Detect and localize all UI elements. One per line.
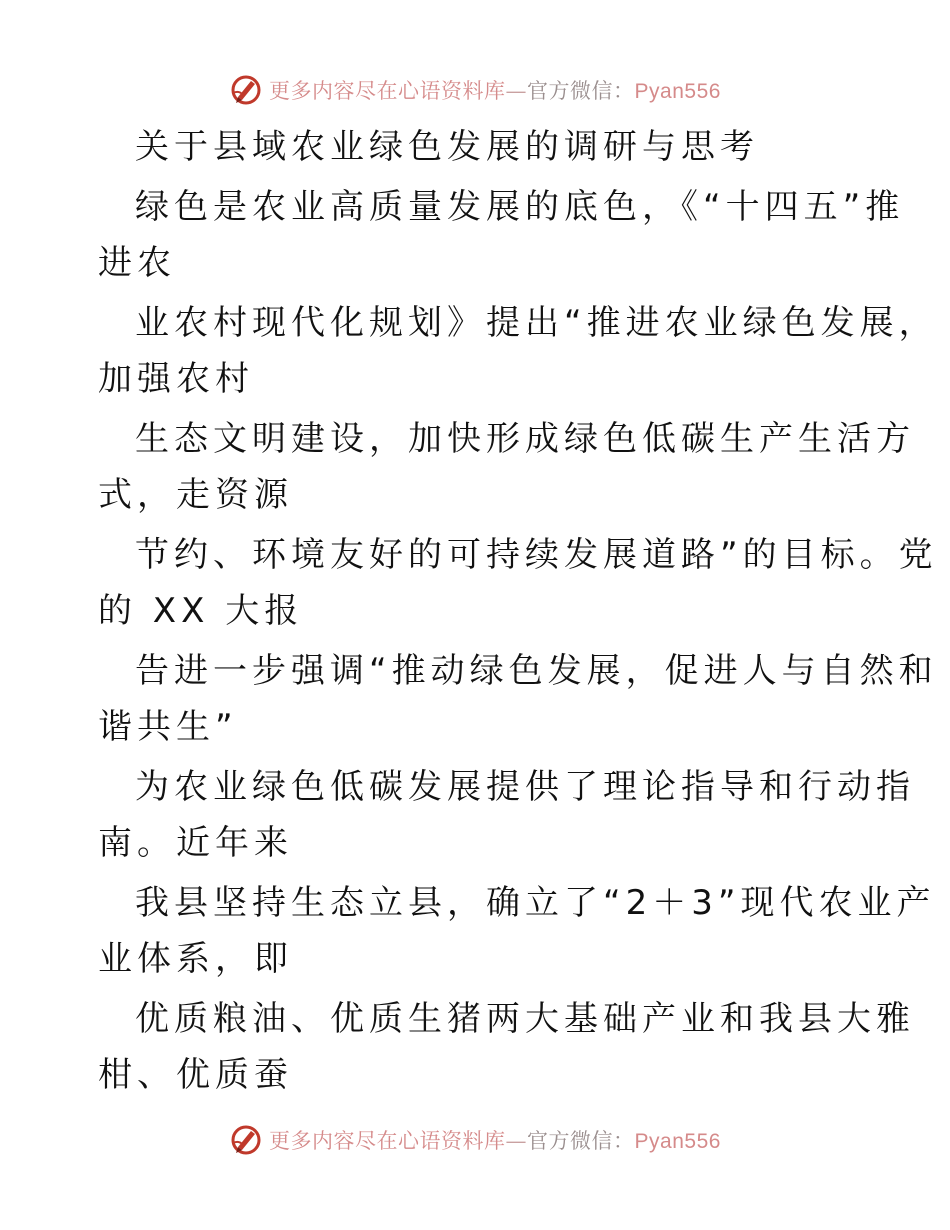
paragraph-line: 我县坚持生态立县，确立了“2＋3”现代农业产	[135, 883, 936, 923]
paragraph-line: 式，走资源	[98, 475, 293, 515]
paragraph-line: 南。近年来	[98, 823, 293, 863]
paragraph-line: 的 XX 大报	[98, 591, 304, 631]
banner-account: Pyan556	[634, 80, 721, 103]
banner-account: Pyan556	[634, 1130, 721, 1153]
paragraph-line: 加强农村	[98, 359, 254, 399]
pen-seal-icon	[229, 1123, 263, 1157]
paragraph-line: 进农	[98, 243, 176, 283]
document-title: 关于县域农业绿色发展的调研与思考	[135, 127, 759, 167]
footer-banner-content[interactable]	[229, 1123, 721, 1157]
header-banner-content[interactable]	[229, 73, 721, 107]
banner-dash: —	[505, 79, 528, 103]
paragraph-line: 生态文明建设，加快形成绿色低碳生产生活方	[135, 419, 915, 459]
header-banner	[0, 70, 950, 110]
banner-text	[269, 75, 721, 105]
paragraph-line: 绿色是农业高质量发展的底色，《“十四五”推	[135, 187, 905, 227]
paragraph-line: 为农业绿色低碳发展提供了理论指导和行动指	[135, 767, 915, 807]
paragraph-line: 告进一步强调“推动绿色发展，促进人与自然和	[135, 651, 938, 691]
paragraph-line: 业体系，即	[98, 939, 293, 979]
banner-text	[269, 1125, 721, 1155]
banner-wechat-label: 官方微信：	[527, 79, 635, 103]
banner-site-text: 更多内容尽在心语资料库	[269, 1129, 506, 1153]
paragraph-line: 节约、环境友好的可持续发展道路”的目标。党	[135, 535, 938, 575]
banner-dash: —	[505, 1129, 528, 1153]
paragraph-line: 业农村现代化规划》提出“推进农业绿色发展，	[135, 303, 938, 343]
paragraph-line: 优质粮油、优质生猪两大基础产业和我县大雅	[135, 999, 915, 1039]
pen-seal-icon	[229, 73, 263, 107]
banner-site-text: 更多内容尽在心语资料库	[269, 79, 506, 103]
paragraph-line: 谐共生”	[98, 707, 238, 747]
banner-wechat-label: 官方微信：	[527, 1129, 635, 1153]
footer-banner	[0, 1120, 950, 1160]
paragraph-line: 柑、优质蚕	[98, 1055, 293, 1095]
